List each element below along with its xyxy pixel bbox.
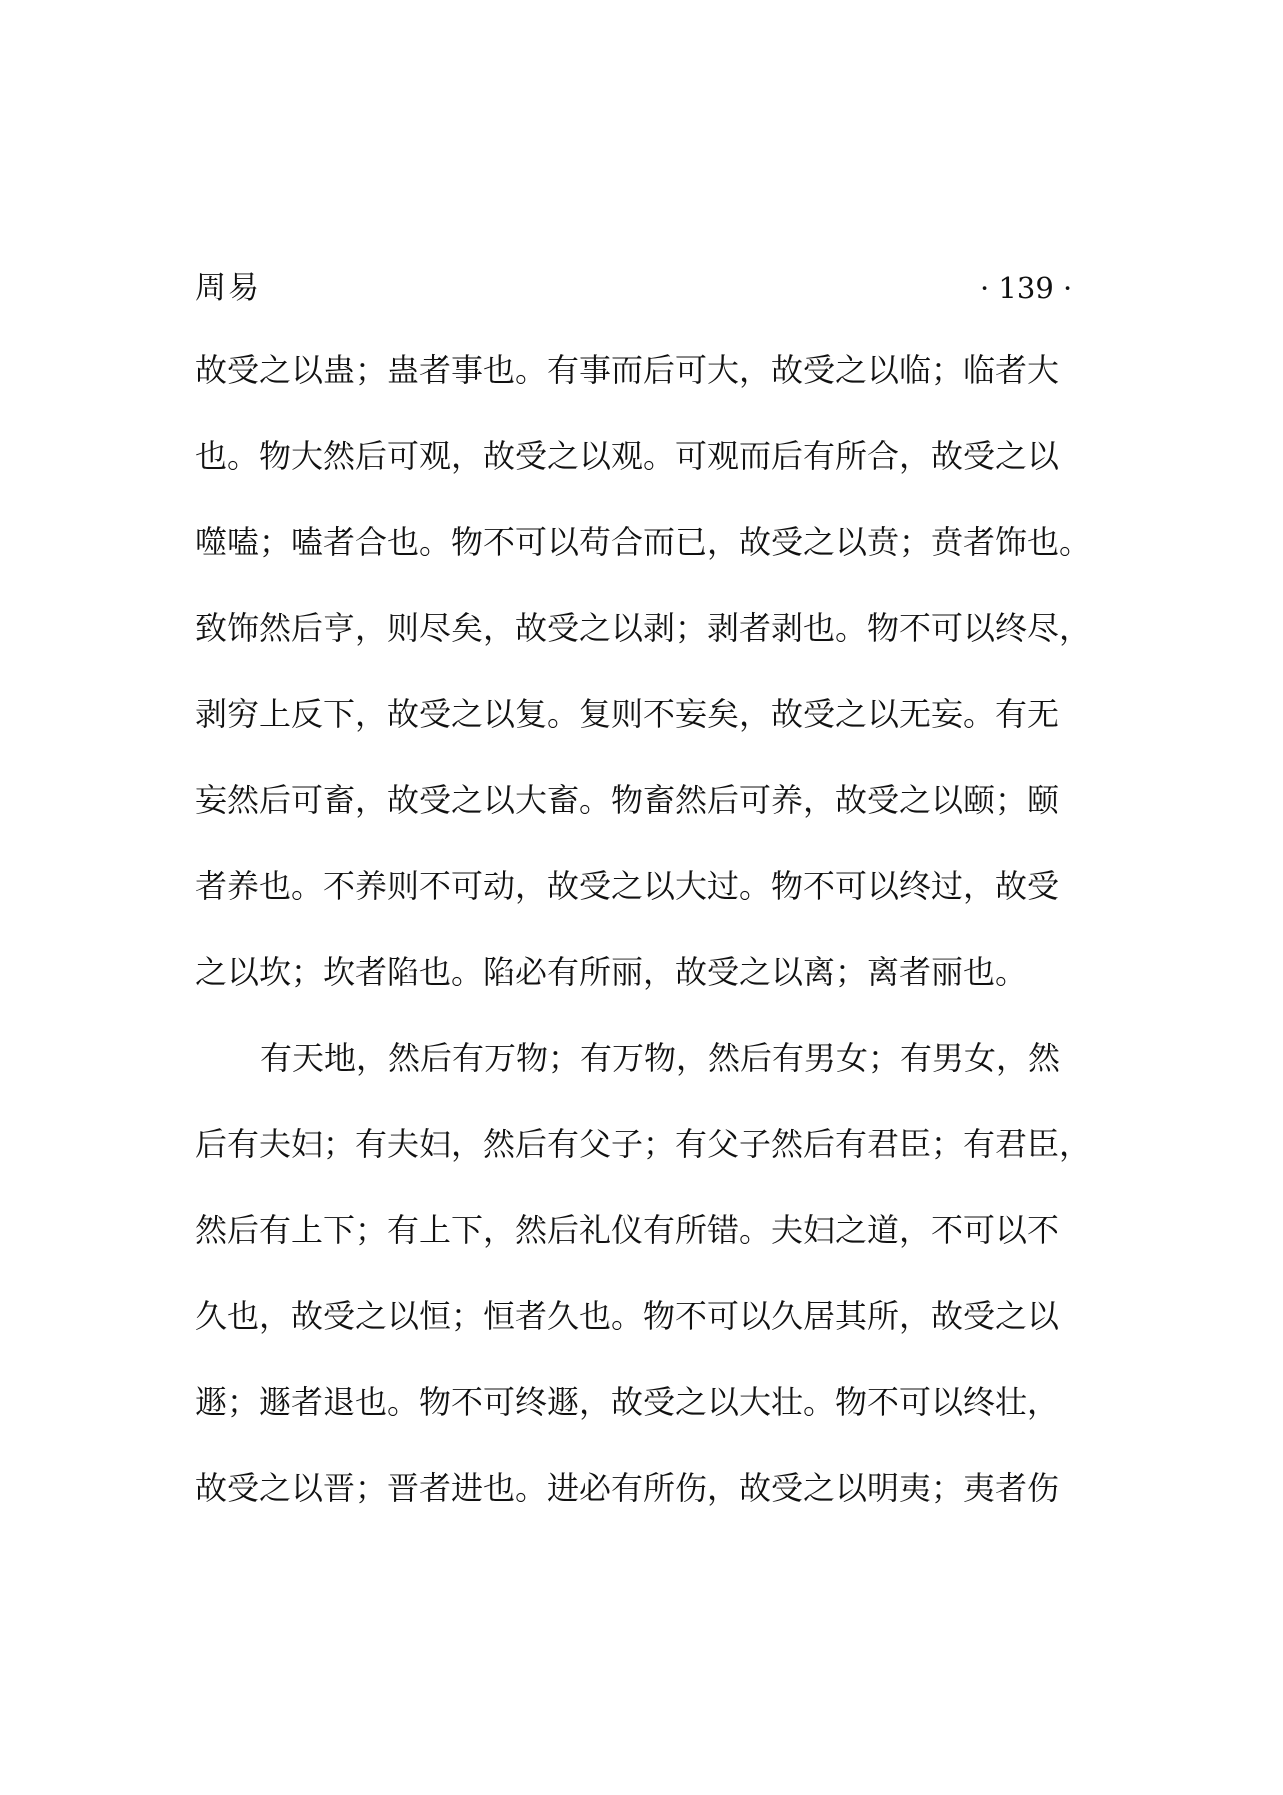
text-line-1: 故受之以蛊；蛊者事也。有事而后可大，故受之以临；临者大 <box>195 351 1060 389</box>
text-line-9: 有天地，然后有万物；有万物，然后有男女；有男女，然 <box>260 1039 1061 1077</box>
page-number: · 139 · <box>980 271 1073 305</box>
text-line-3: 噬嗑；嗑者合也。物不可以苟合而已，故受之以贲；贲者饰也。 <box>195 523 1092 561</box>
text-line-6: 妄然后可畜，故受之以大畜。物畜然后可养，故受之以颐；颐 <box>195 781 1060 819</box>
text-line-8: 之以坎；坎者陷也。陷必有所丽，故受之以离；离者丽也。 <box>195 953 1028 991</box>
text-line-2: 也。物大然后可观，故受之以观。可观而后有所合，故受之以 <box>195 437 1060 475</box>
text-line-10: 后有夫妇；有夫妇，然后有父子；有父子然后有君臣；有君臣， <box>195 1125 1092 1163</box>
text-line-13: 遯；遯者退也。物不可终遯，故受之以大壮。物不可以终壮， <box>195 1383 1060 1421</box>
running-header-title: 周易 <box>195 270 261 306</box>
text-line-11: 然后有上下；有上下，然后礼仪有所错。夫妇之道，不可以不 <box>195 1211 1060 1249</box>
text-line-5: 剥穷上反下，故受之以复。复则不妄矣，故受之以无妄。有无 <box>195 695 1060 733</box>
text-line-12: 久也，故受之以恒；恒者久也。物不可以久居其所，故受之以 <box>195 1297 1060 1335</box>
text-line-14: 故受之以晋；晋者进也。进必有所伤，故受之以明夷；夷者伤 <box>195 1469 1060 1507</box>
text-line-4: 致饰然后亨，则尽矣，故受之以剥；剥者剥也。物不可以终尽， <box>195 609 1092 647</box>
text-line-7: 者养也。不养则不可动，故受之以大过。物不可以终过，故受 <box>195 867 1060 905</box>
